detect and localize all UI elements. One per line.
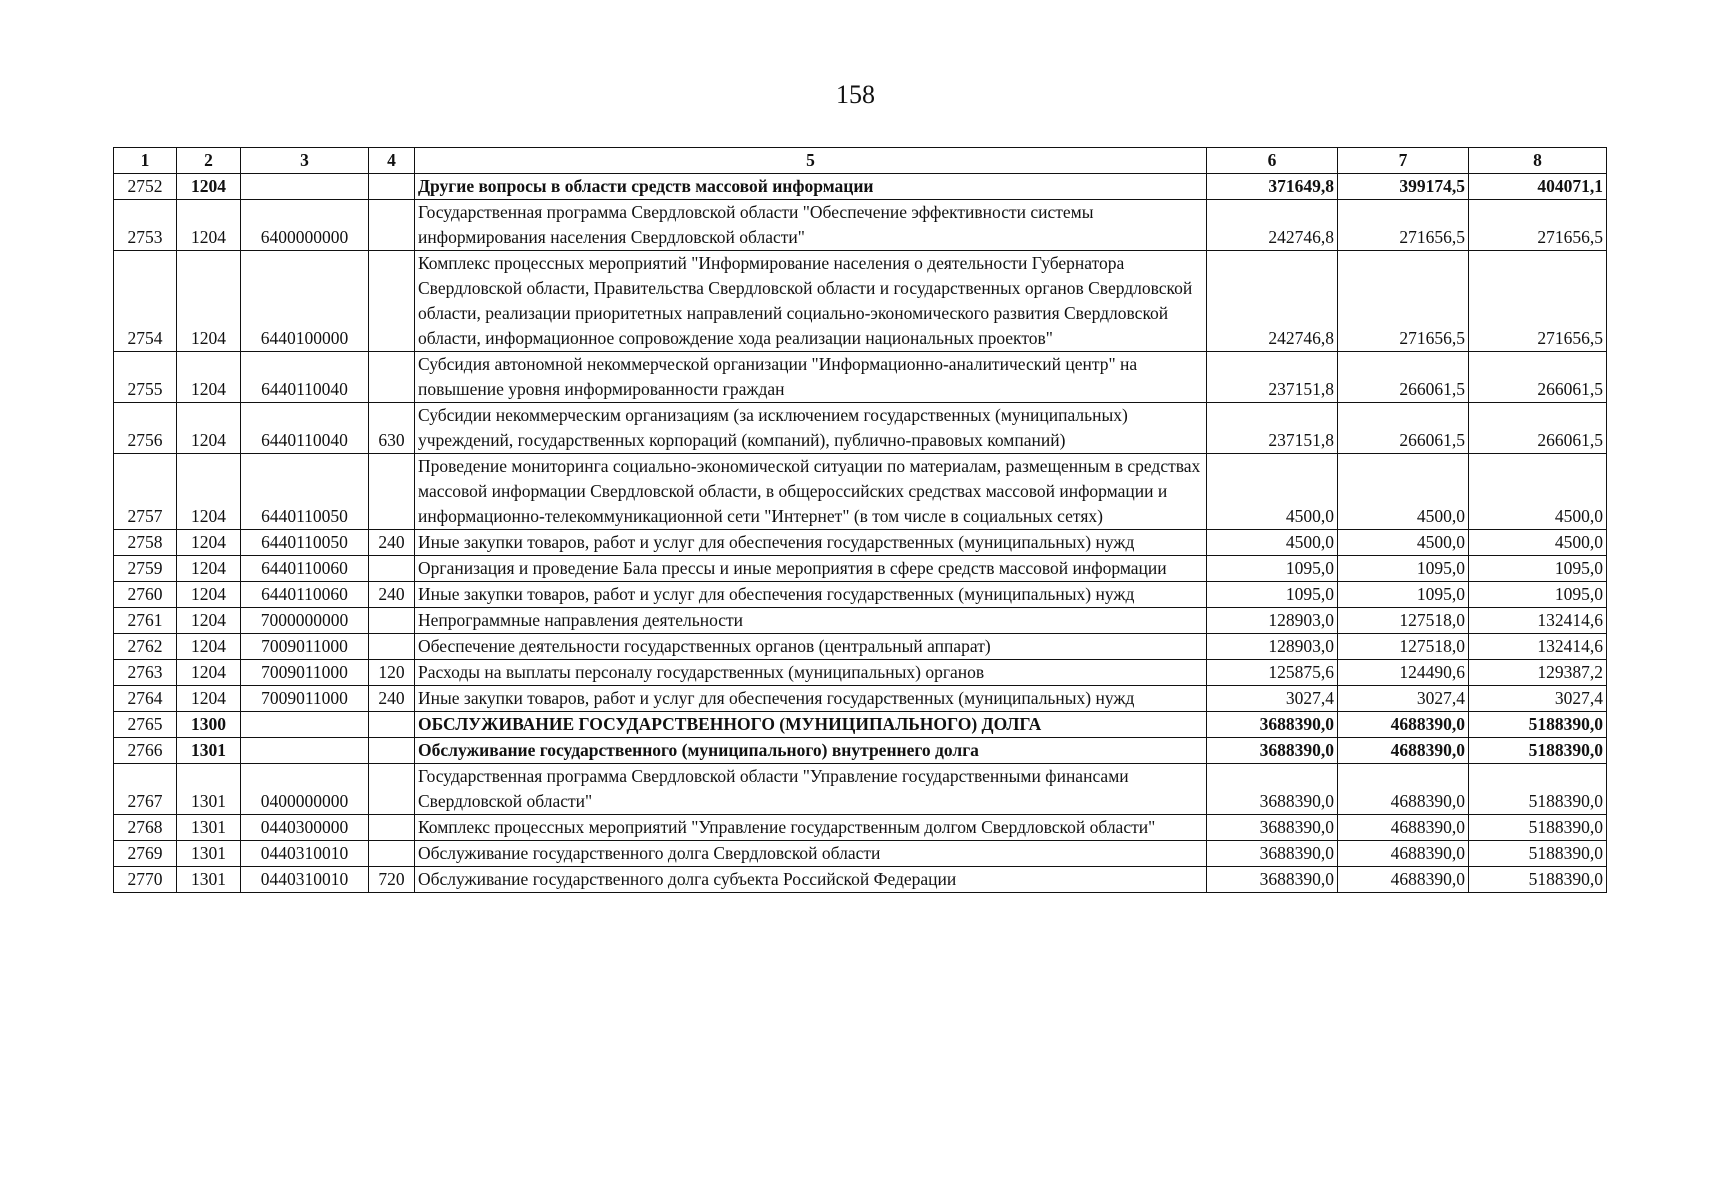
item-name-cell: Обслуживание государственного долга Свердловской области	[415, 841, 1207, 867]
target-article-cell: 7000000000	[241, 608, 369, 634]
table-row	[114, 403, 1607, 454]
section-code-cell: 1204	[177, 634, 241, 660]
amount-year3-cell: 129387,2	[1469, 660, 1607, 686]
amount-year2-cell: 1095,0	[1338, 556, 1469, 582]
expense-type-cell	[369, 841, 415, 867]
amount-year3-cell: 266061,5	[1469, 403, 1607, 454]
table-body	[114, 174, 1607, 893]
item-name-cell: Обслуживание государственного долга субъекта Российской Федерации	[415, 867, 1207, 893]
row-number-cell: 2764	[114, 686, 177, 712]
header-cell: 5	[415, 148, 1207, 174]
section-code-cell: 1204	[177, 530, 241, 556]
amount-year3-cell: 266061,5	[1469, 352, 1607, 403]
amount-year3-cell: 4500,0	[1469, 530, 1607, 556]
section-code-cell: 1301	[177, 815, 241, 841]
section-code-cell: 1204	[177, 556, 241, 582]
amount-year1-cell: 3688390,0	[1207, 764, 1338, 815]
amount-year3-cell: 5188390,0	[1469, 815, 1607, 841]
amount-year1-cell: 242746,8	[1207, 200, 1338, 251]
item-name-cell: Расходы на выплаты персоналу государственных (муниципальных) органов	[415, 660, 1207, 686]
table-row	[114, 867, 1607, 893]
item-name-cell: Другие вопросы в области средств массовой информации	[415, 174, 1207, 200]
amount-year2-cell: 271656,5	[1338, 251, 1469, 352]
item-name-cell: Субсидия автономной некоммерческой организации "Информационно-аналитический центр" на повышение уровня информированности граждан	[415, 352, 1207, 403]
expense-type-cell: 240	[369, 686, 415, 712]
table-row	[114, 582, 1607, 608]
target-article-cell	[241, 712, 369, 738]
budget-table	[113, 147, 1607, 893]
expense-type-cell	[369, 251, 415, 352]
row-number-cell: 2765	[114, 712, 177, 738]
amount-year2-cell: 271656,5	[1338, 200, 1469, 251]
amount-year2-cell: 4688390,0	[1338, 815, 1469, 841]
row-number-cell: 2758	[114, 530, 177, 556]
header-cell: 1	[114, 148, 177, 174]
section-code-cell: 1301	[177, 867, 241, 893]
target-article-cell: 6440110040	[241, 403, 369, 454]
header-cell: 2	[177, 148, 241, 174]
item-name-cell: Субсидии некоммерческим организациям (за исключением государственных (муниципальных) учреждений, государственных корпораций (компаний), публично-правовых компаний)	[415, 403, 1207, 454]
table-row	[114, 352, 1607, 403]
amount-year1-cell: 1095,0	[1207, 582, 1338, 608]
table-row	[114, 454, 1607, 530]
section-code-cell: 1204	[177, 582, 241, 608]
amount-year1-cell: 3688390,0	[1207, 712, 1338, 738]
row-number-cell: 2766	[114, 738, 177, 764]
expense-type-cell: 720	[369, 867, 415, 893]
item-name-cell: Обеспечение деятельности государственных органов (центральный аппарат)	[415, 634, 1207, 660]
target-article-cell: 6440110050	[241, 454, 369, 530]
amount-year3-cell: 404071,1	[1469, 174, 1607, 200]
row-number-cell: 2760	[114, 582, 177, 608]
table-row	[114, 686, 1607, 712]
target-article-cell: 6440110060	[241, 582, 369, 608]
expense-type-cell	[369, 174, 415, 200]
row-number-cell: 2761	[114, 608, 177, 634]
expense-type-cell: 240	[369, 582, 415, 608]
row-number-cell: 2769	[114, 841, 177, 867]
table-row	[114, 712, 1607, 738]
table-row	[114, 764, 1607, 815]
expense-type-cell: 120	[369, 660, 415, 686]
amount-year2-cell: 4688390,0	[1338, 712, 1469, 738]
amount-year3-cell: 3027,4	[1469, 686, 1607, 712]
section-code-cell: 1204	[177, 174, 241, 200]
target-article-cell: 0400000000	[241, 764, 369, 815]
item-name-cell: Организация и проведение Бала прессы и иные мероприятия в сфере средств массовой информации	[415, 556, 1207, 582]
amount-year2-cell: 4688390,0	[1338, 738, 1469, 764]
amount-year3-cell: 5188390,0	[1469, 764, 1607, 815]
expense-type-cell	[369, 352, 415, 403]
target-article-cell: 6400000000	[241, 200, 369, 251]
expense-type-cell	[369, 712, 415, 738]
row-number-cell: 2768	[114, 815, 177, 841]
section-code-cell: 1301	[177, 738, 241, 764]
header-cell: 8	[1469, 148, 1607, 174]
row-number-cell: 2767	[114, 764, 177, 815]
header-cell: 4	[369, 148, 415, 174]
expense-type-cell: 240	[369, 530, 415, 556]
amount-year1-cell: 4500,0	[1207, 530, 1338, 556]
page-number: 158	[836, 80, 875, 109]
amount-year3-cell: 271656,5	[1469, 251, 1607, 352]
amount-year2-cell: 399174,5	[1338, 174, 1469, 200]
amount-year2-cell: 124490,6	[1338, 660, 1469, 686]
amount-year1-cell: 242746,8	[1207, 251, 1338, 352]
section-code-cell: 1204	[177, 251, 241, 352]
target-article-cell: 6440100000	[241, 251, 369, 352]
amount-year1-cell: 3027,4	[1207, 686, 1338, 712]
section-code-cell: 1204	[177, 403, 241, 454]
amount-year3-cell: 5188390,0	[1469, 712, 1607, 738]
amount-year1-cell: 4500,0	[1207, 454, 1338, 530]
table-row	[114, 251, 1607, 352]
expense-type-cell	[369, 454, 415, 530]
amount-year1-cell: 128903,0	[1207, 634, 1338, 660]
amount-year3-cell: 132414,6	[1469, 634, 1607, 660]
section-code-cell: 1204	[177, 200, 241, 251]
amount-year3-cell: 271656,5	[1469, 200, 1607, 251]
table-row	[114, 634, 1607, 660]
section-code-cell: 1301	[177, 841, 241, 867]
section-code-cell: 1204	[177, 352, 241, 403]
item-name-cell: Иные закупки товаров, работ и услуг для обеспечения государственных (муниципальных) нужд	[415, 686, 1207, 712]
header-cell: 7	[1338, 148, 1469, 174]
amount-year2-cell: 4688390,0	[1338, 764, 1469, 815]
amount-year1-cell: 3688390,0	[1207, 841, 1338, 867]
target-article-cell: 6440110060	[241, 556, 369, 582]
item-name-cell: Комплекс процессных мероприятий "Информирование населения о деятельности Губернатора Свердловской области, Правительства Свердловской области и государственных органов Свердловской области, реализации приоритетных направлений социально-экономического развития Свердловской области, информационное сопровождение хода реализации национальных проектов"	[415, 251, 1207, 352]
target-article-cell	[241, 738, 369, 764]
expense-type-cell: 630	[369, 403, 415, 454]
amount-year1-cell: 237151,8	[1207, 403, 1338, 454]
amount-year3-cell: 5188390,0	[1469, 738, 1607, 764]
expense-type-cell	[369, 556, 415, 582]
row-number-cell: 2770	[114, 867, 177, 893]
section-code-cell: 1204	[177, 454, 241, 530]
expense-type-cell	[369, 634, 415, 660]
amount-year1-cell: 3688390,0	[1207, 867, 1338, 893]
header-cell: 6	[1207, 148, 1338, 174]
table-row	[114, 738, 1607, 764]
expense-type-cell	[369, 608, 415, 634]
amount-year2-cell: 4500,0	[1338, 454, 1469, 530]
amount-year2-cell: 1095,0	[1338, 582, 1469, 608]
row-number-cell: 2754	[114, 251, 177, 352]
target-article-cell: 7009011000	[241, 660, 369, 686]
amount-year3-cell: 4500,0	[1469, 454, 1607, 530]
table-row	[114, 841, 1607, 867]
amount-year2-cell: 3027,4	[1338, 686, 1469, 712]
row-number-cell: 2752	[114, 174, 177, 200]
item-name-cell: Государственная программа Свердловской области "Обеспечение эффективности системы информирования населения Свердловской области"	[415, 200, 1207, 251]
expense-type-cell	[369, 200, 415, 251]
amount-year2-cell: 127518,0	[1338, 634, 1469, 660]
amount-year2-cell: 127518,0	[1338, 608, 1469, 634]
row-number-cell: 2755	[114, 352, 177, 403]
header-cell: 3	[241, 148, 369, 174]
expense-type-cell	[369, 738, 415, 764]
item-name-cell: Проведение мониторинга социально-экономической ситуации по материалам, размещенным в средствах массовой информации Свердловской области, в общероссийских средствах массовой информации и информационно-телекоммуникационной сети "Интернет" (в том числе в социальных сетях)	[415, 454, 1207, 530]
target-article-cell: 6440110050	[241, 530, 369, 556]
section-code-cell: 1204	[177, 660, 241, 686]
target-article-cell: 7009011000	[241, 634, 369, 660]
section-code-cell: 1300	[177, 712, 241, 738]
item-name-cell: Иные закупки товаров, работ и услуг для обеспечения государственных (муниципальных) нужд	[415, 530, 1207, 556]
amount-year1-cell: 237151,8	[1207, 352, 1338, 403]
amount-year2-cell: 4500,0	[1338, 530, 1469, 556]
amount-year3-cell: 132414,6	[1469, 608, 1607, 634]
section-code-cell: 1204	[177, 608, 241, 634]
table-row	[114, 660, 1607, 686]
header-row	[114, 148, 1607, 174]
item-name-cell: Непрограммные направления деятельности	[415, 608, 1207, 634]
table-row	[114, 815, 1607, 841]
amount-year2-cell: 4688390,0	[1338, 867, 1469, 893]
expense-type-cell	[369, 764, 415, 815]
target-article-cell: 0440300000	[241, 815, 369, 841]
item-name-cell: Комплекс процессных мероприятий "Управление государственным долгом Свердловской области"	[415, 815, 1207, 841]
target-article-cell: 0440310010	[241, 867, 369, 893]
target-article-cell: 7009011000	[241, 686, 369, 712]
expense-type-cell	[369, 815, 415, 841]
amount-year2-cell: 266061,5	[1338, 403, 1469, 454]
amount-year1-cell: 3688390,0	[1207, 815, 1338, 841]
target-article-cell	[241, 174, 369, 200]
item-name-cell: Обслуживание государственного (муниципального) внутреннего долга	[415, 738, 1207, 764]
row-number-cell: 2756	[114, 403, 177, 454]
target-article-cell: 6440110040	[241, 352, 369, 403]
row-number-cell: 2762	[114, 634, 177, 660]
row-number-cell: 2763	[114, 660, 177, 686]
table-row	[114, 608, 1607, 634]
table-row	[114, 556, 1607, 582]
amount-year1-cell: 371649,8	[1207, 174, 1338, 200]
row-number-cell: 2753	[114, 200, 177, 251]
item-name-cell: Иные закупки товаров, работ и услуг для обеспечения государственных (муниципальных) нужд	[415, 582, 1207, 608]
item-name-cell: ОБСЛУЖИВАНИЕ ГОСУДАРСТВЕННОГО (МУНИЦИПАЛЬНОГО) ДОЛГА	[415, 712, 1207, 738]
target-article-cell: 0440310010	[241, 841, 369, 867]
amount-year1-cell: 3688390,0	[1207, 738, 1338, 764]
amount-year1-cell: 128903,0	[1207, 608, 1338, 634]
section-code-cell: 1301	[177, 764, 241, 815]
amount-year2-cell: 266061,5	[1338, 352, 1469, 403]
row-number-cell: 2757	[114, 454, 177, 530]
table-row	[114, 530, 1607, 556]
section-code-cell: 1204	[177, 686, 241, 712]
item-name-cell: Государственная программа Свердловской области "Управление государственными финансами Свердловской области"	[415, 764, 1207, 815]
amount-year1-cell: 125875,6	[1207, 660, 1338, 686]
amount-year3-cell: 5188390,0	[1469, 867, 1607, 893]
amount-year3-cell: 5188390,0	[1469, 841, 1607, 867]
amount-year3-cell: 1095,0	[1469, 556, 1607, 582]
amount-year3-cell: 1095,0	[1469, 582, 1607, 608]
amount-year1-cell: 1095,0	[1207, 556, 1338, 582]
amount-year2-cell: 4688390,0	[1338, 841, 1469, 867]
table-row	[114, 200, 1607, 251]
row-number-cell: 2759	[114, 556, 177, 582]
table-row	[114, 174, 1607, 200]
